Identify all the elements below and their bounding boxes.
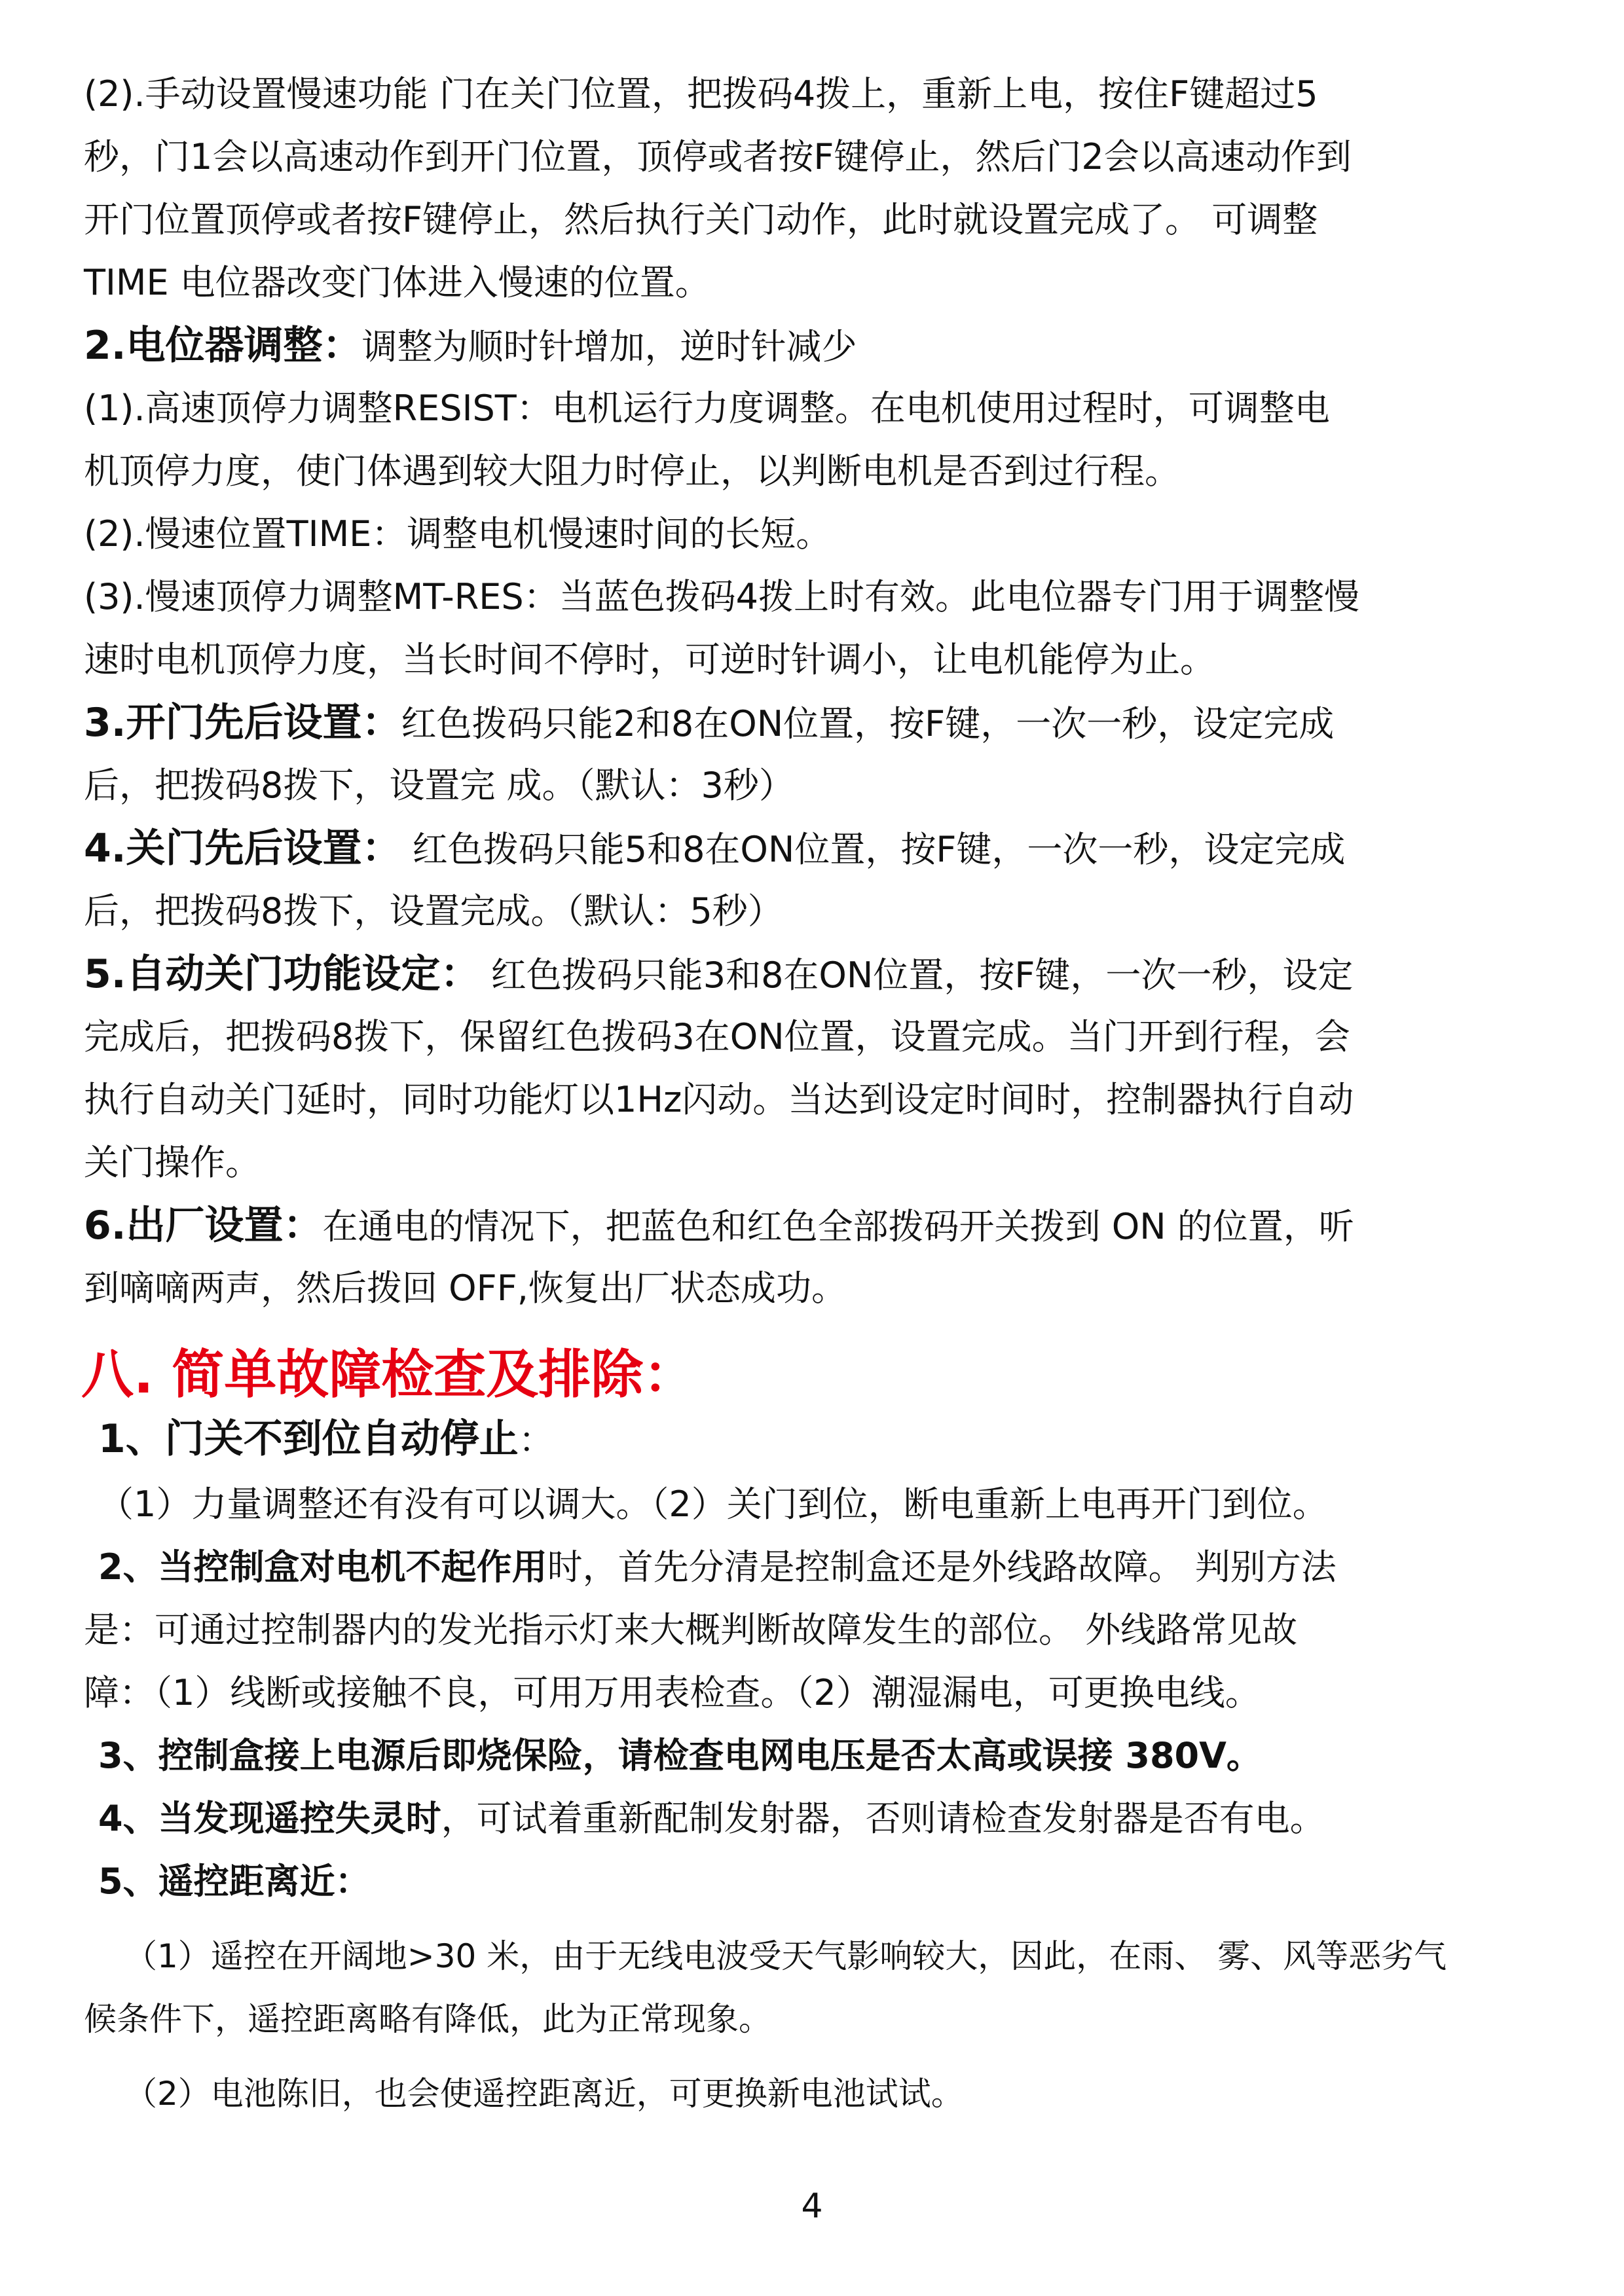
fault-item-1-title-line <box>98 1408 554 1470</box>
page-number: 4 <box>801 2187 823 2226</box>
fault-item-3: 3、控制盒接上电源后即烧保险，请检查电网电压是否太高或误接 380V。 <box>98 1735 1262 1776</box>
paragraph-line: (2).手动设置慢速功能 门在关门位置，把拨码4拨上，重新上电，按住F键超过5 <box>84 73 1318 115</box>
paragraph-line: 开门位置顶停或者按F键停止，然后执行关门动作，此时就设置完成了。 可调整 <box>84 199 1318 240</box>
section-3-heading-line <box>84 691 1334 754</box>
fault-item-2-text: 时，首先分清是控制盒还是外线路故障。 判别方法 <box>547 1546 1337 1588</box>
section-3-text: 红色拨码只能2和8在ON位置，按F键，一次一秒，设定完成 <box>401 703 1335 744</box>
fault-item-2-line <box>98 1536 1337 1599</box>
section-6-heading-line <box>84 1194 1354 1257</box>
fault-item-2-title: 2、当控制盒对电机不起作用 <box>98 1546 547 1588</box>
paragraph-line: TIME 电位器改变门体进入慢速的位置。 <box>84 262 710 303</box>
paragraph-line: 障：（1）线断或接触不良，可用万用表检查。（2）潮湿漏电，可更换电线。 <box>84 1672 1261 1713</box>
fault-item-1-colon: ： <box>518 1419 554 1461</box>
paragraph-line: 后，把拨码8拨下，设置完 成。（默认：3秒） <box>84 765 794 806</box>
paragraph-line: (3).慢速顶停力调整MT-RES：当蓝色拨码4拨上时有效。此电位器专门用于调整慢 <box>84 576 1360 617</box>
section-4-heading: 4.关门先后设置： <box>84 826 401 871</box>
section-4-heading-line <box>84 817 1345 880</box>
section-3-heading: 3.开门先后设置： <box>84 700 401 746</box>
paragraph-line: 关门操作。 <box>84 1142 261 1183</box>
paragraph-line: 秒，门1会以高速动作到开门位置，顶停或者按F键停止，然后门2会以高速动作到 <box>84 136 1352 177</box>
section-5-heading: 5.自动关门功能设定： <box>84 951 480 997</box>
section-5-heading-line <box>84 943 1353 1006</box>
paragraph-line: 完成后，把拨码8拨下，保留红色拨码3在ON位置，设置完成。当门开到行程，会 <box>84 1016 1350 1057</box>
paragraph-line: 执行自动关门延时，同时功能灯以1Hz闪动。当达到设定时间时，控制器执行自动 <box>84 1079 1354 1120</box>
fault-item-5-title: 5、遥控距离近： <box>98 1861 371 1902</box>
fault-item-5-line: （2）电池陈旧，也会使遥控距离近，可更换新电池试试。 <box>124 2075 964 2113</box>
fault-item-1-body: （1）力量调整还有没有可以调大。（2）关门到位，断电重新上电再开门到位。 <box>98 1484 1328 1525</box>
section-6-text: 在通电的情况下，把蓝色和红色全部拨码开关拨到 ON 的位置，听 <box>322 1206 1354 1247</box>
section-2-heading-line <box>84 314 857 377</box>
section-4-text: 红色拨码只能5和8在ON位置，按F键，一次一秒，设定完成 <box>401 829 1346 870</box>
section-5-text: 红色拨码只能3和8在ON位置，按F键，一次一秒，设定 <box>479 955 1354 996</box>
fault-item-4-text: ，可试着重新配制发射器，否则请检查发射器是否有电。 <box>441 1798 1325 1839</box>
section-2-heading: 2.电位器调整： <box>84 323 362 369</box>
fault-item-4-line <box>98 1787 1325 1850</box>
paragraph-line: 是：可通过控制器内的发光指示灯来大概判断故障发生的部位。 外线路常见故 <box>84 1609 1298 1650</box>
section-6-heading: 6.出厂设置： <box>84 1203 323 1248</box>
fault-item-5-line: （1）遥控在开阔地>30 米，由于无线电波受天气影响较大，因此，在雨、 雾、风等恶劣气 <box>124 1937 1447 1975</box>
paragraph-line: 后，把拨码8拨下，设置完成。（默认：5秒） <box>84 890 783 932</box>
paragraph-line: (1).高速顶停力调整RESIST：电机运行力度调整。在电机使用过程时，可调整电 <box>84 388 1330 429</box>
section-2-text: 调整为顺时针增加，逆时针减少 <box>361 326 857 367</box>
fault-item-1-title: 1、门关不到位自动停止 <box>98 1416 519 1462</box>
section-8-title: 八. 简单故障检查及排除： <box>81 1344 696 1405</box>
paragraph-line: (2).慢速位置TIME：调整电机慢速时间的长短。 <box>84 513 832 555</box>
fault-item-5-line: 候条件下，遥控距离略有降低，此为正常现象。 <box>84 2000 771 2038</box>
paragraph-line: 到嘀嘀两声，然后拨回 OFF,恢复出厂状态成功。 <box>84 1267 847 1309</box>
paragraph-line: 机顶停力度，使门体遇到较大阻力时停止，以判断电机是否到过行程。 <box>84 450 1180 492</box>
paragraph-line: 速时电机顶停力度，当长时间不停时，可逆时针调小，让电机能停为止。 <box>84 639 1215 680</box>
fault-item-4-title: 4、当发现遥控失灵时 <box>98 1798 441 1839</box>
